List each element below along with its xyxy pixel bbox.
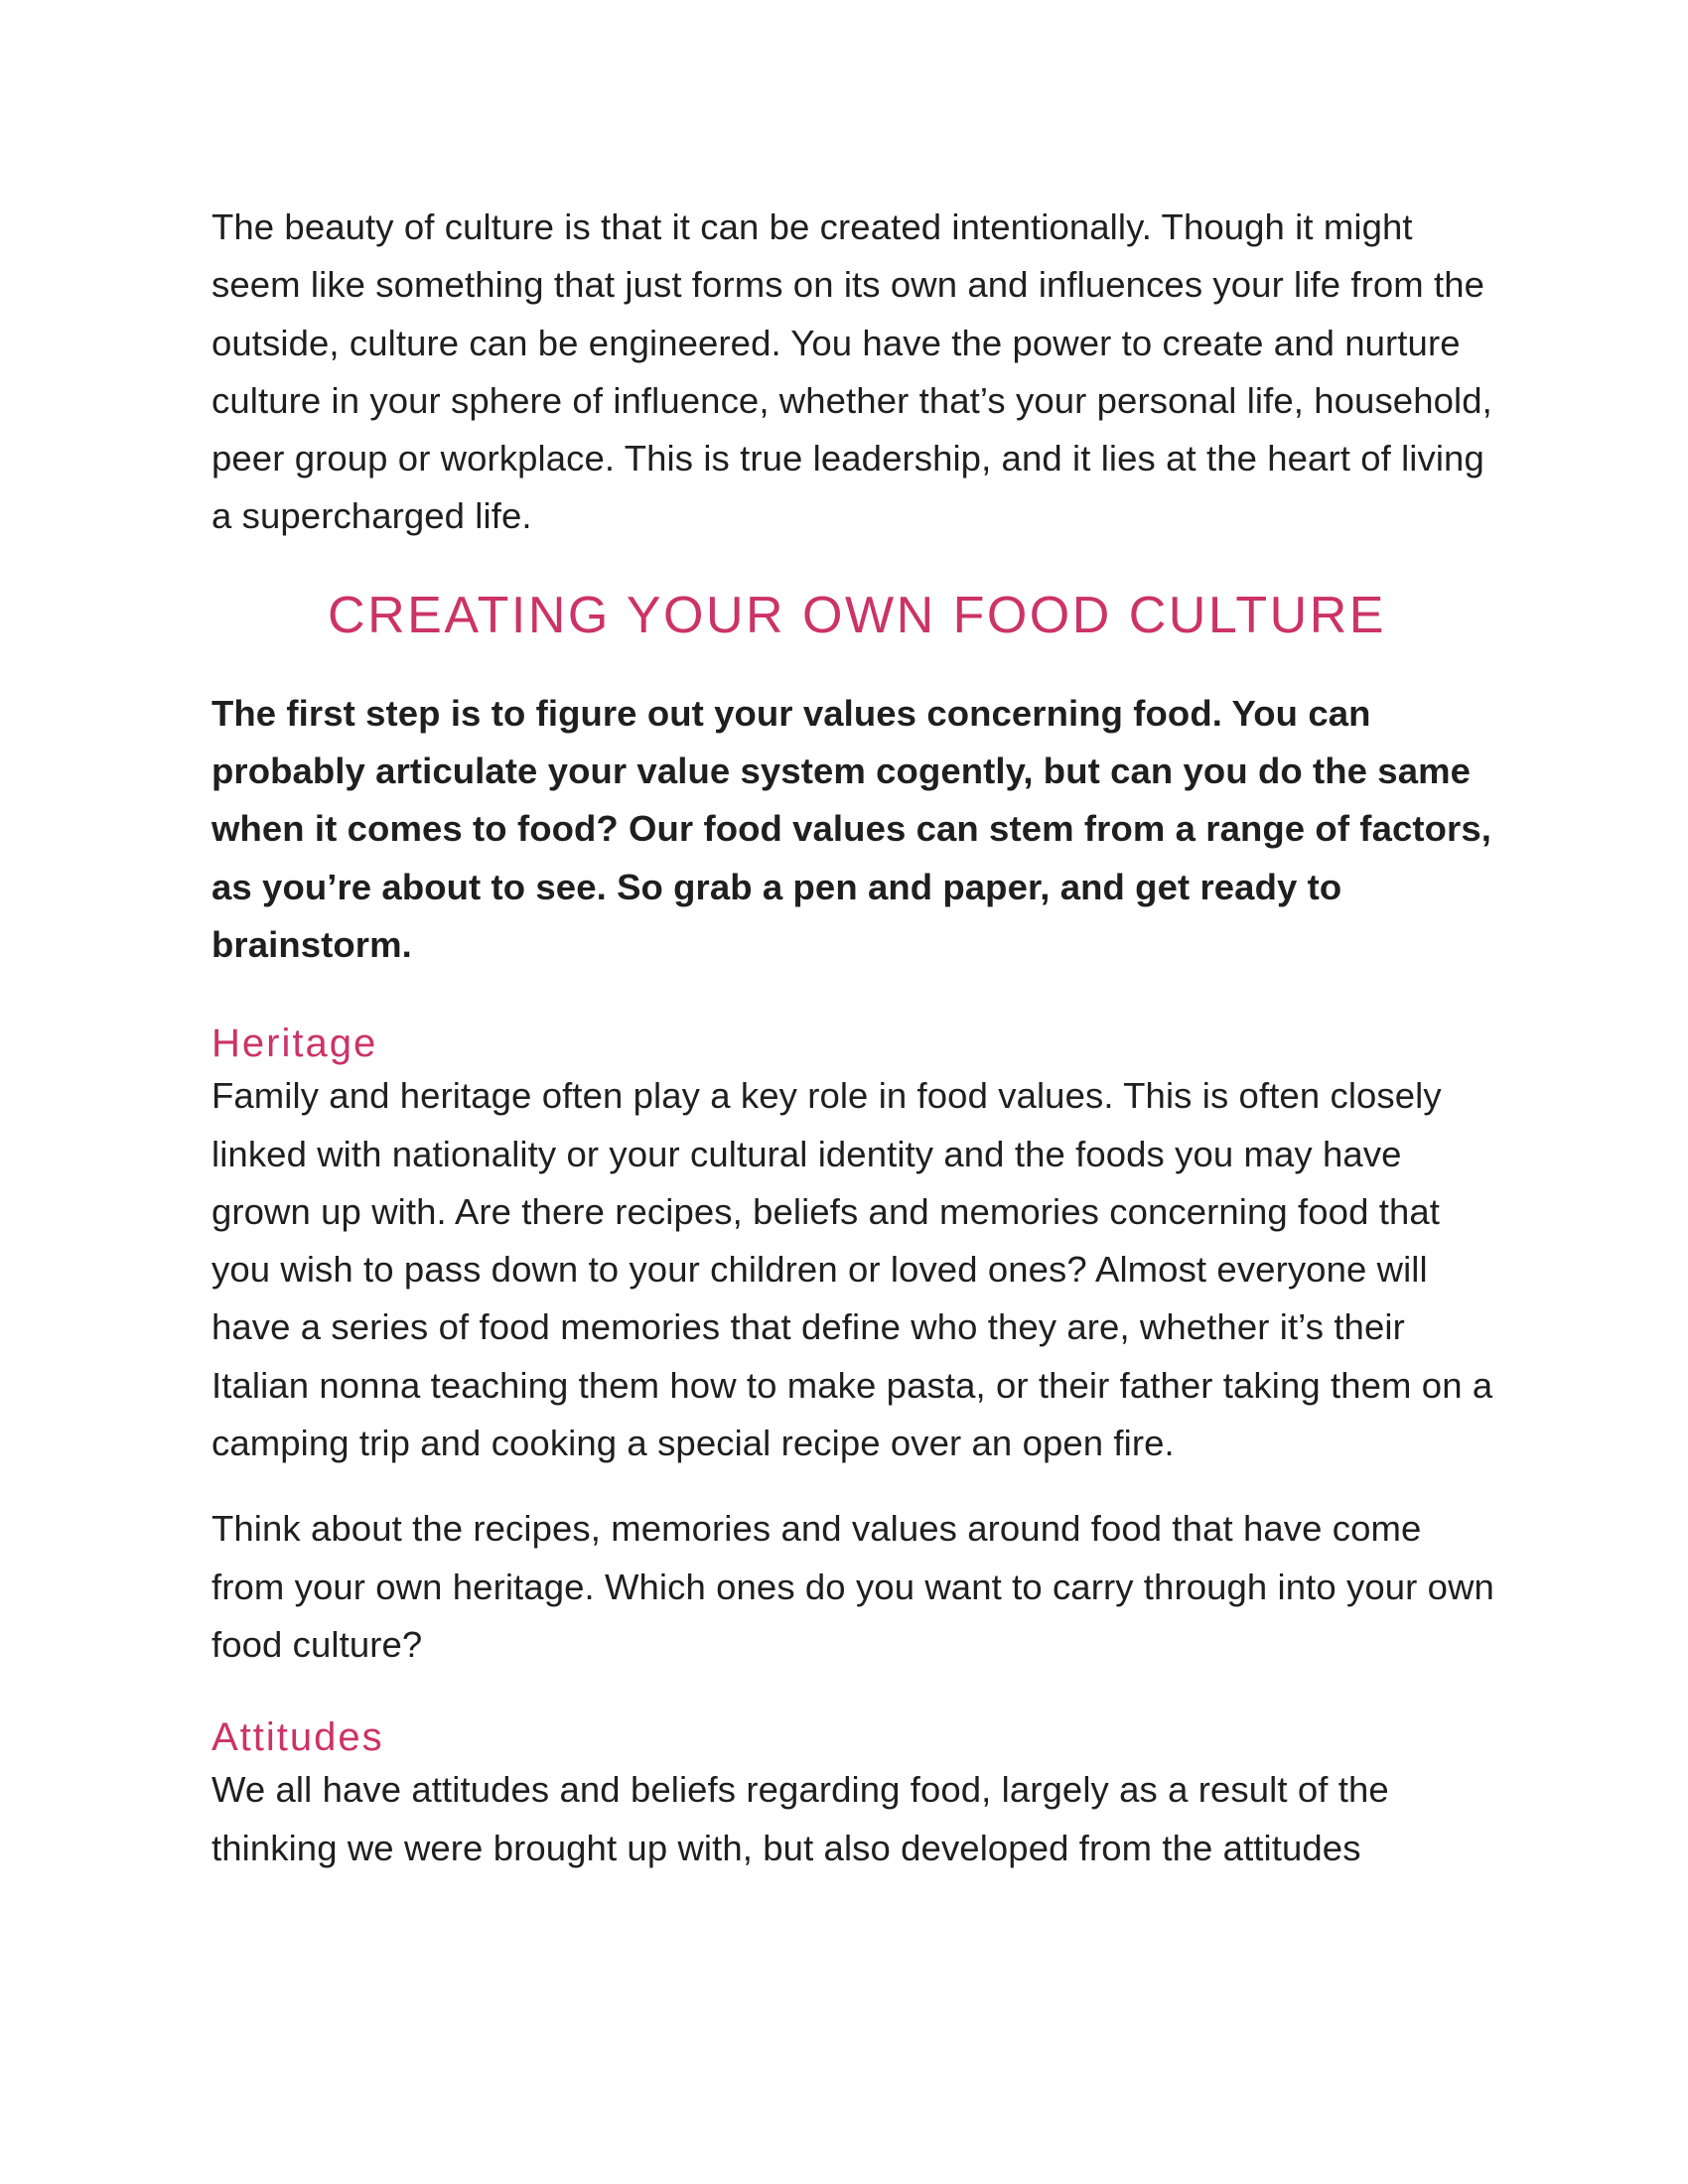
heritage-paragraph-2: Think about the recipes, memories and values around food that have come from your own heritage. Which ones do you want to carry through into your own food culture? (211, 1508, 1494, 1665)
heritage-paragraph-1: Family and heritage often play a key role in food values. This is often closely linked with nationality or your cultural identity and the foods you may have grown up with. Are there recipes, beliefs and memories concerning food that you wish to pass down to your children or loved ones? Almost everyone will have a series of food memories that define who they are, whether it’s their Italian nonna teaching them how to make pasta, or their father taking them on a camping trip and cooking a special recipe over an open fire. (211, 1075, 1493, 1464)
lead-paragraph: The first step is to figure out your values concerning food. You can probably articulate your value system cogently, but can you do the same when it comes to food? Our food values can stem from a range of factors, as you’re about to see. So grab a pen and paper, and get ready to brainstorm. (211, 692, 1491, 965)
intro-paragraph: The beauty of culture is that it can be created intentionally. Though it might seem like something that just forms on its own and influences your life from the outside, culture can be engineered. You have the power to create and nurture culture in your sphere of influence, whether that’s your personal life, household, peer group or workplace. This is true leadership, and it lies at the heart of living a supercharged life. (211, 206, 1492, 537)
section-title: CREATING YOUR OWN FOOD CULTURE (328, 586, 1386, 644)
heritage-section (211, 1020, 1502, 1674)
attitudes-section (211, 1713, 1502, 1877)
page-content (211, 199, 1502, 1877)
heritage-heading: Heritage (211, 1022, 378, 1066)
attitudes-heading: Attitudes (211, 1715, 384, 1760)
attitudes-paragraph-1: We all have attitudes and beliefs regarding food, largely as a result of the thinking we were brought up with, but also developed from the attitudes (211, 1769, 1389, 1868)
